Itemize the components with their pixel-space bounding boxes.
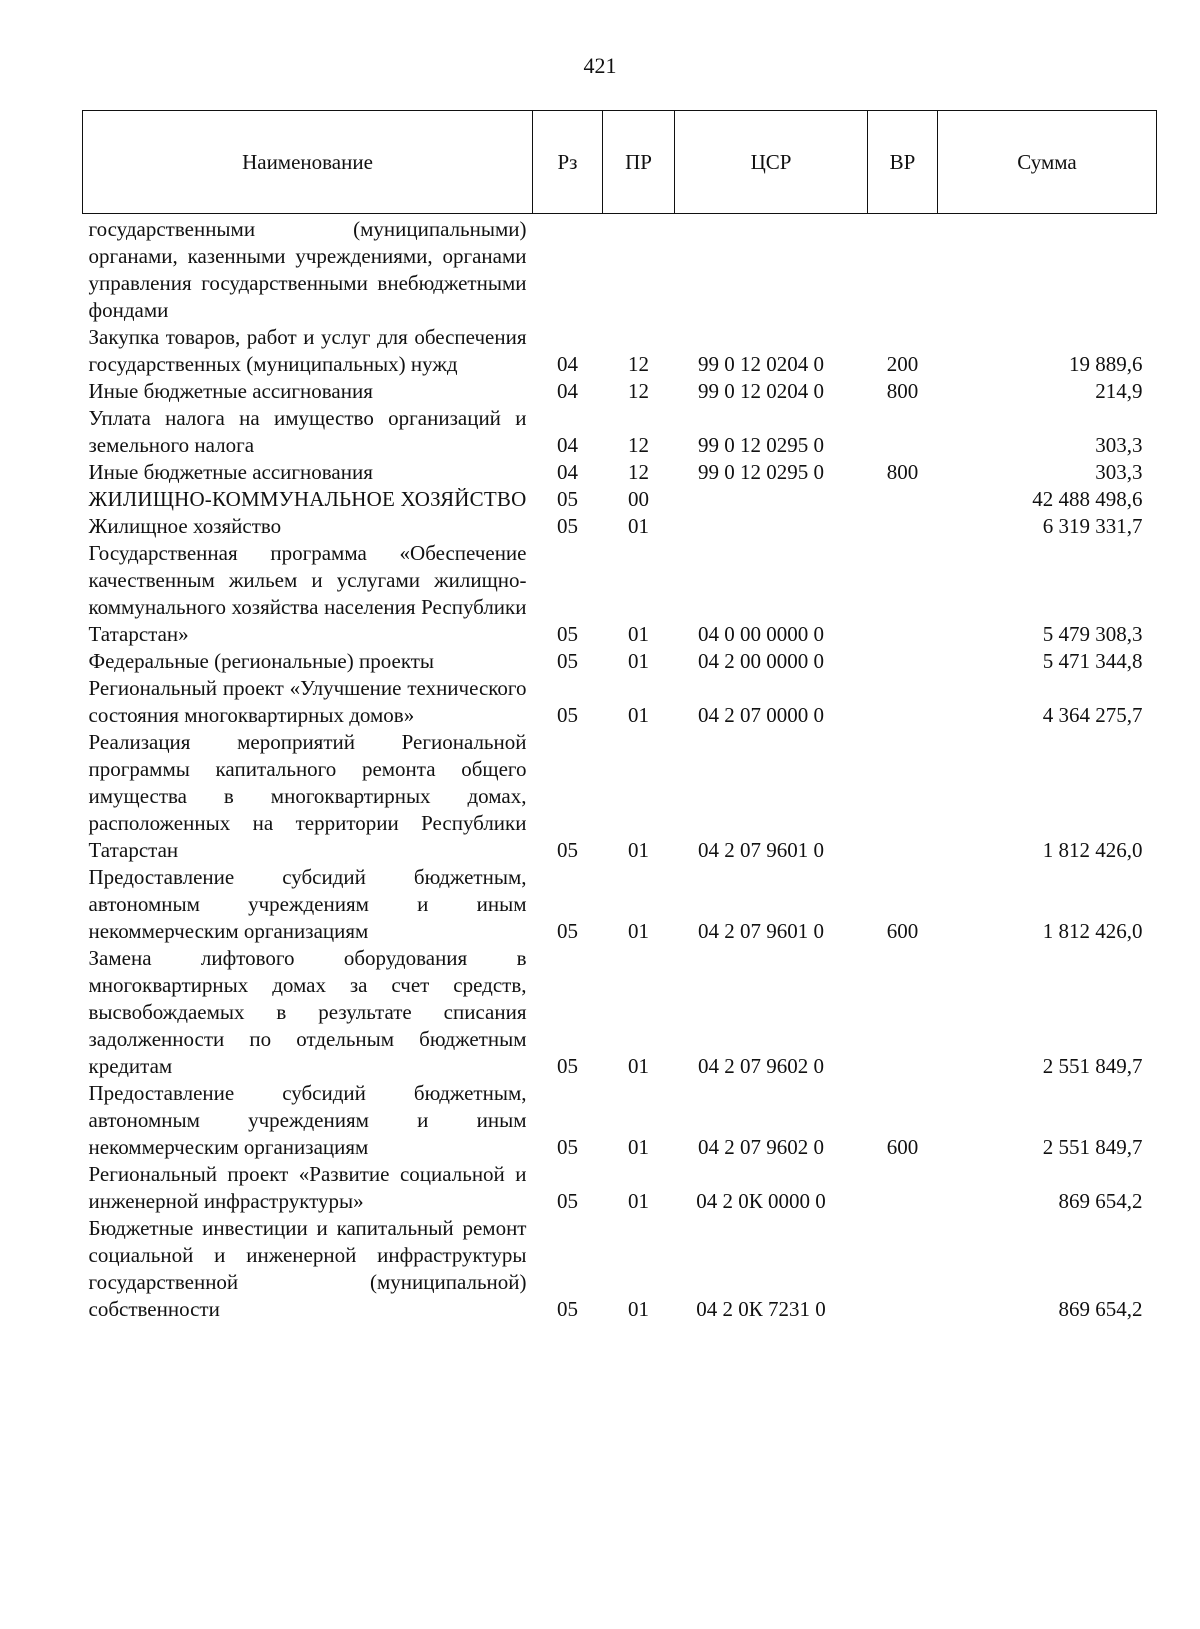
table-row — [83, 1161, 1157, 1215]
row-sum: 19 889,6 — [1069, 352, 1143, 376]
row-pr — [603, 214, 675, 325]
table-row — [83, 378, 1157, 405]
row-name: Предоставление субсидий бюджетным, автономным учреждениям и иным некоммерческим организациям — [88, 865, 527, 943]
budget-table — [82, 110, 1157, 1323]
row-csr — [675, 513, 868, 540]
row-pr: 01 — [628, 838, 649, 862]
row-vr — [868, 648, 938, 675]
row-vr — [868, 945, 938, 1080]
table-row — [83, 1080, 1157, 1161]
row-pr: 01 — [628, 649, 649, 673]
table-row — [83, 513, 1157, 540]
row-name: Уплата налога на имущество организаций и земельного налога — [88, 406, 527, 457]
row-rz: 05 — [557, 919, 578, 943]
row-sum: 2 551 849,7 — [1042, 1054, 1143, 1078]
table-row — [83, 324, 1157, 378]
row-rz: 05 — [557, 1189, 578, 1213]
row-name: Иные бюджетные ассигнования — [88, 379, 373, 403]
row-sum: 1 812 426,0 — [1042, 838, 1143, 862]
row-pr: 01 — [628, 622, 649, 646]
row-name: ЖИЛИЩНО-КОММУНАЛЬНОЕ ХОЗЯЙСТВО — [88, 487, 527, 511]
row-rz: 05 — [557, 514, 578, 538]
row-name: Региональный проект «Улучшение технического состояния многоквартирных домов» — [88, 676, 527, 727]
table-row — [83, 540, 1157, 648]
row-name: Закупка товаров, работ и услуг для обеспечения государственных (муниципальных) нужд — [88, 325, 527, 376]
row-name: Иные бюджетные ассигнования — [88, 460, 373, 484]
row-pr: 12 — [628, 433, 649, 457]
row-sum: 4 364 275,7 — [1042, 703, 1143, 727]
row-rz: 05 — [557, 1054, 578, 1078]
row-sum: 5 479 308,3 — [1042, 622, 1143, 646]
row-vr — [868, 486, 938, 513]
header-csr: ЦСР — [675, 111, 868, 214]
row-csr: 04 2 00 0000 0 — [698, 649, 824, 673]
row-sum: 869 654,2 — [1058, 1189, 1143, 1213]
row-sum: 869 654,2 — [1058, 1297, 1143, 1321]
row-csr: 04 2 07 9601 0 — [698, 919, 824, 943]
row-csr: 04 2 07 9601 0 — [698, 838, 824, 862]
header-name: Наименование — [83, 111, 533, 214]
row-pr: 00 — [628, 487, 649, 511]
row-rz: 05 — [557, 838, 578, 862]
header-vr: ВР — [868, 111, 938, 214]
row-vr: 800 — [886, 460, 919, 484]
header-pr: ПР — [603, 111, 675, 214]
row-pr: 01 — [628, 514, 649, 538]
table-body — [83, 214, 1157, 1324]
row-csr: 04 2 07 9602 0 — [698, 1054, 824, 1078]
table-row — [83, 864, 1157, 945]
row-csr: 04 2 07 0000 0 — [698, 703, 824, 727]
row-rz: 05 — [557, 1297, 578, 1321]
row-csr: 99 0 12 0295 0 — [698, 460, 824, 484]
row-csr: 04 0 00 0000 0 — [698, 622, 824, 646]
row-rz: 04 — [557, 379, 578, 403]
row-csr: 04 2 07 9602 0 — [698, 1135, 824, 1159]
row-name: Жилищное хозяйство — [88, 514, 282, 538]
table-row — [83, 648, 1157, 675]
row-csr — [675, 214, 868, 325]
row-sum: 214,9 — [1095, 379, 1143, 403]
row-name: государственными (муниципальными) органами, казенными учреждениями, органами управления государственными внебюджетными фондами — [88, 217, 527, 322]
row-name: Замена лифтового оборудования в многоквартирных домах за счет средств, высвобождаемых в результате списания задолженности по отдельным бюджетным кредитам — [88, 946, 527, 1078]
table-row — [83, 729, 1157, 864]
row-vr — [868, 1161, 938, 1215]
row-pr: 12 — [628, 352, 649, 376]
row-name: Региональный проект «Развитие социальной и инженерной инфраструктуры» — [88, 1162, 527, 1213]
header-sum: Сумма — [938, 111, 1157, 214]
row-vr: 600 — [886, 919, 919, 943]
row-rz: 05 — [557, 1135, 578, 1159]
table-row — [83, 405, 1157, 459]
row-csr: 99 0 12 0295 0 — [698, 433, 824, 457]
row-rz: 05 — [557, 649, 578, 673]
table-row — [83, 486, 1157, 513]
row-pr: 01 — [628, 1297, 649, 1321]
row-csr: 04 2 0К 7231 0 — [696, 1297, 826, 1321]
row-rz: 04 — [557, 460, 578, 484]
table-row — [83, 1215, 1157, 1323]
row-csr: 99 0 12 0204 0 — [698, 352, 824, 376]
row-vr: 800 — [886, 379, 919, 403]
table-row — [83, 459, 1157, 486]
row-vr — [868, 1215, 938, 1323]
row-rz: 05 — [557, 703, 578, 727]
header-rz: Рз — [533, 111, 603, 214]
row-vr — [868, 405, 938, 459]
table-header — [83, 111, 1157, 214]
row-vr — [868, 729, 938, 864]
row-vr — [868, 540, 938, 648]
row-pr: 01 — [628, 1054, 649, 1078]
page-number: 421 — [583, 53, 617, 78]
row-pr: 01 — [628, 703, 649, 727]
row-sum: 42 488 498,6 — [1032, 487, 1143, 511]
row-name: Федеральные (региональные) проекты — [88, 649, 435, 673]
row-rz: 04 — [557, 352, 578, 376]
row-pr: 12 — [628, 379, 649, 403]
row-sum: 2 551 849,7 — [1042, 1135, 1143, 1159]
row-sum: 303,3 — [1095, 460, 1143, 484]
row-name: Предоставление субсидий бюджетным, автономным учреждениям и иным некоммерческим организациям — [88, 1081, 527, 1159]
table-row — [83, 675, 1157, 729]
row-vr — [868, 513, 938, 540]
row-pr: 01 — [628, 1189, 649, 1213]
row-sum: 1 812 426,0 — [1042, 919, 1143, 943]
row-pr: 01 — [628, 919, 649, 943]
table-row — [83, 214, 1157, 325]
row-vr — [868, 675, 938, 729]
row-sum: 5 471 344,8 — [1042, 649, 1143, 673]
row-vr: 600 — [886, 1135, 919, 1159]
row-sum: 303,3 — [1095, 433, 1143, 457]
row-csr — [675, 486, 868, 513]
row-name: Бюджетные инвестиции и капитальный ремонт социальной и инженерной инфраструктуры государственной (муниципальной) собственности — [88, 1216, 527, 1321]
row-name: Государственная программа «Обеспечение качественным жильем и услугами жилищно-коммунального хозяйства населения Республики Татарстан» — [88, 541, 527, 646]
row-sum: 6 319 331,7 — [1042, 514, 1143, 538]
row-csr: 04 2 0К 0000 0 — [696, 1189, 826, 1213]
row-vr — [868, 214, 938, 325]
row-pr: 12 — [628, 460, 649, 484]
row-vr: 200 — [886, 352, 919, 376]
row-csr: 99 0 12 0204 0 — [698, 379, 824, 403]
row-rz: 05 — [557, 487, 578, 511]
table-row — [83, 945, 1157, 1080]
row-pr: 01 — [628, 1135, 649, 1159]
row-rz: 04 — [557, 433, 578, 457]
row-sum — [938, 214, 1157, 325]
row-rz — [533, 214, 603, 325]
row-name: Реализация мероприятий Региональной программы капитального ремонта общего имущества в многоквартирных домах, расположенных на территории Республики Татарстан — [88, 730, 527, 862]
row-rz: 05 — [557, 622, 578, 646]
